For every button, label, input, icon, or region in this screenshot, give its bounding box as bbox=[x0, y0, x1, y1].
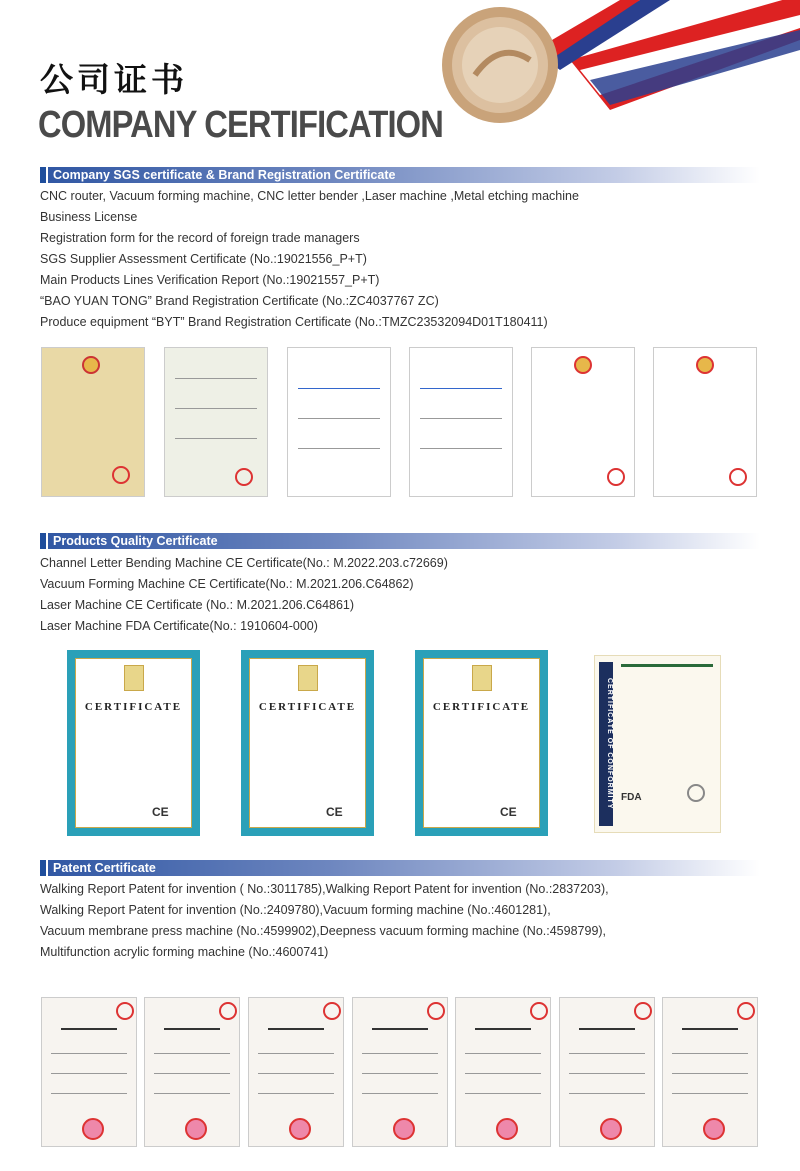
verification-report-image bbox=[409, 347, 513, 497]
text-line: Laser Machine FDA Certificate(No.: 1910604-000) bbox=[40, 619, 318, 633]
text-line: Main Products Lines Verification Report (No.:19021557_P+T) bbox=[40, 273, 380, 287]
text-line: Walking Report Patent for invention (No.:2409780),Vacuum forming machine (No.:4601281), bbox=[40, 903, 551, 917]
text-line: Laser Machine CE Certificate (No.: M.2021.206.C64861) bbox=[40, 598, 355, 612]
patent-certificate-image bbox=[455, 997, 551, 1147]
sgs-certificate-image bbox=[287, 347, 391, 497]
section-header-quality: Products Quality Certificate bbox=[40, 533, 760, 549]
registration-form-image bbox=[164, 347, 268, 497]
brand-certificate-image bbox=[531, 347, 635, 497]
page-title-en: COMPANY CERTIFICATION bbox=[38, 104, 443, 146]
text-line: SGS Supplier Assessment Certificate (No.:19021556_P+T) bbox=[40, 252, 367, 266]
fda-certificate-image: CERTIFICATE OF CONFORMITY FDA bbox=[594, 655, 721, 833]
text-line: Vacuum membrane press machine (No.:4599902),Deepness vacuum forming machine (No.:4598799), bbox=[40, 924, 607, 938]
text-line: Registration form for the record of foreign trade managers bbox=[40, 231, 360, 245]
medal-image bbox=[440, 0, 800, 150]
patent-certificate-image bbox=[352, 997, 448, 1147]
text-line: “BAO YUAN TONG” Brand Registration Certificate (No.:ZC4037767 ZC) bbox=[40, 294, 439, 308]
section-header-patent: Patent Certificate bbox=[40, 860, 760, 876]
page-title-cn: 公司证书 bbox=[40, 60, 188, 99]
patent-certificate-image bbox=[662, 997, 758, 1147]
patent-certificate-image bbox=[41, 997, 137, 1147]
business-license-image bbox=[41, 347, 145, 497]
text-line: Walking Report Patent for invention ( No.:3011785),Walking Report Patent for invention (No.:2837203), bbox=[40, 882, 609, 896]
text-line: Produce equipment “BYT” Brand Registration Certificate (No.:TMZC23532094D01T180411) bbox=[40, 315, 548, 329]
section-header-sgs: Company SGS certificate & Brand Registration Certificate bbox=[40, 167, 760, 183]
patent-certificate-image bbox=[559, 997, 655, 1147]
patent-certificate-image bbox=[144, 997, 240, 1147]
ce-certificate-image: CERTIFICATE CE bbox=[241, 650, 374, 836]
text-line: Channel Letter Bending Machine CE Certificate(No.: M.2022.203.c72669) bbox=[40, 556, 448, 570]
ce-certificate-image: CERTIFICATE CE bbox=[67, 650, 200, 836]
brand-certificate-image bbox=[653, 347, 757, 497]
patent-certificate-image bbox=[248, 997, 344, 1147]
text-line: Vacuum Forming Machine CE Certificate(No.: M.2021.206.C64862) bbox=[40, 577, 414, 591]
text-line: CNC router, Vacuum forming machine, CNC letter bender ,Laser machine ,Metal etching machine bbox=[40, 189, 579, 203]
text-line: Business License bbox=[40, 210, 138, 224]
text-line: Multifunction acrylic forming machine (No.:4600741) bbox=[40, 945, 329, 959]
ce-certificate-image: CERTIFICATE CE bbox=[415, 650, 548, 836]
